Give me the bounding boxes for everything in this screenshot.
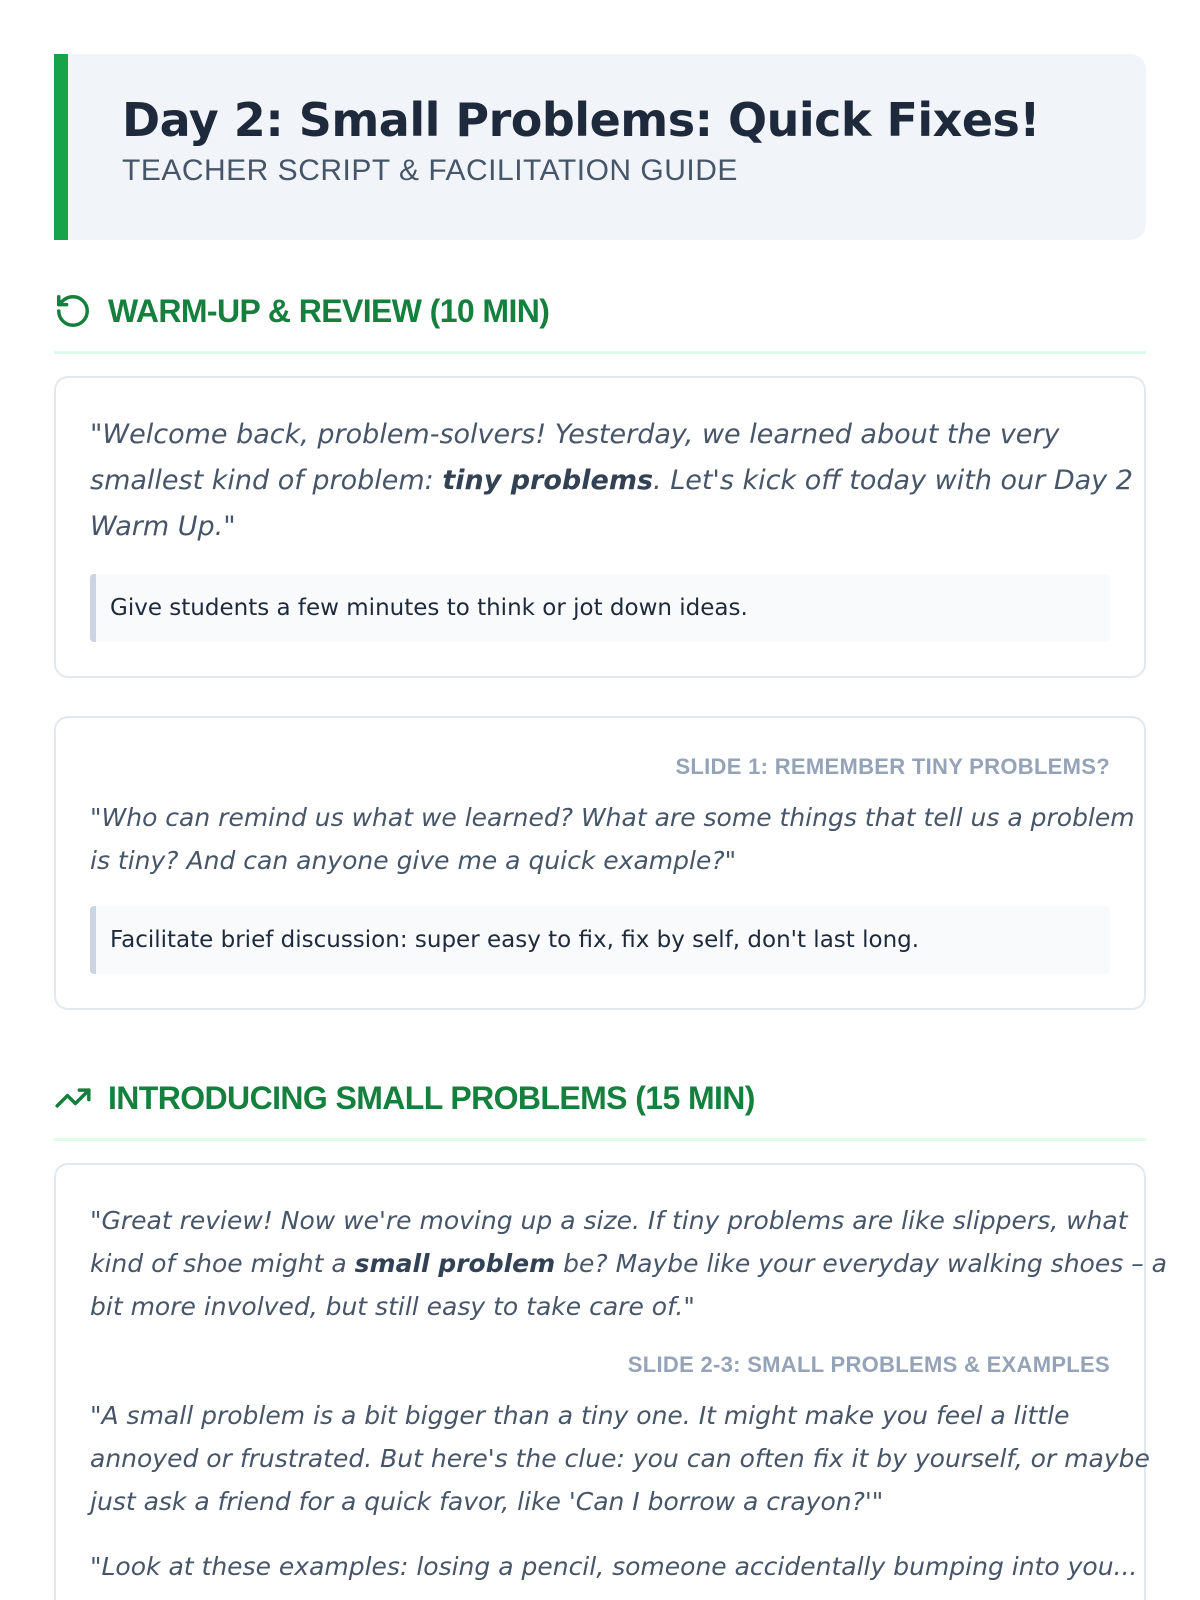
script-card-small-problems (54, 1163, 1167, 1600)
section-heading-warmup (54, 291, 1146, 354)
facilitation-note: Facilitate brief discussion: super easy to fix, fix by self, don't last long. (90, 906, 1110, 974)
trending-up-icon (54, 1078, 94, 1118)
lesson-page (54, 54, 1167, 1581)
script-quote: "Welcome back, problem-solvers! Yesterday, we learned about the very smallest kind of problem: tiny problems. Let's kick off today with our Day 2 Warm Up." (90, 419, 1133, 542)
script-quote: "Who can remind us what we learned? What are some things that tell us a problem is tiny? And can anyone give me a quick example?" (90, 803, 1135, 875)
facilitation-note: Give students a few minutes to think or jot down ideas. (90, 574, 1110, 642)
script-quote: "A small problem is a bit bigger than a tiny one. It might make you feel a little annoyed or frustrated. But here's the clue: you can often fix it by yourself, or maybe just ask a friend for a quick favor, like 'Can I borrow a crayon?'" (90, 1401, 1150, 1516)
rotate-ccw-icon (54, 291, 94, 331)
script-quote: "Look at these examples: losing a pencil, someone accidentally bumping into you... (90, 1552, 1138, 1581)
slide-label: SLIDE 2-3: SMALL PROBLEMS & EXAMPLES (627, 1352, 1110, 1377)
script-card-warmup-intro (54, 376, 1146, 678)
section-title: INTRODUCING SMALL PROBLEMS (15 MIN) (108, 1080, 755, 1116)
page-title: Day 2: Small Problems: Quick Fixes! (122, 93, 1040, 147)
slide-label: SLIDE 1: REMEMBER TINY PROBLEMS? (675, 754, 1110, 779)
emphasis-text: small problem (354, 1249, 556, 1278)
script-quote: "Great review! Now we're moving up a size. If tiny problems are like slippers, what kind of shoe might a small problem be? Maybe like your everyday walking shoes – a bit more involved, but still easy to take care of." (90, 1206, 1167, 1321)
emphasis-text: tiny problems (442, 465, 654, 496)
script-card-slide-1 (54, 716, 1146, 1010)
section-heading-small-problems (54, 1078, 1146, 1141)
header-card (54, 54, 1146, 240)
section-title: WARM-UP & REVIEW (10 MIN) (108, 293, 550, 329)
page-subtitle: TEACHER SCRIPT & FACILITATION GUIDE (122, 154, 738, 187)
